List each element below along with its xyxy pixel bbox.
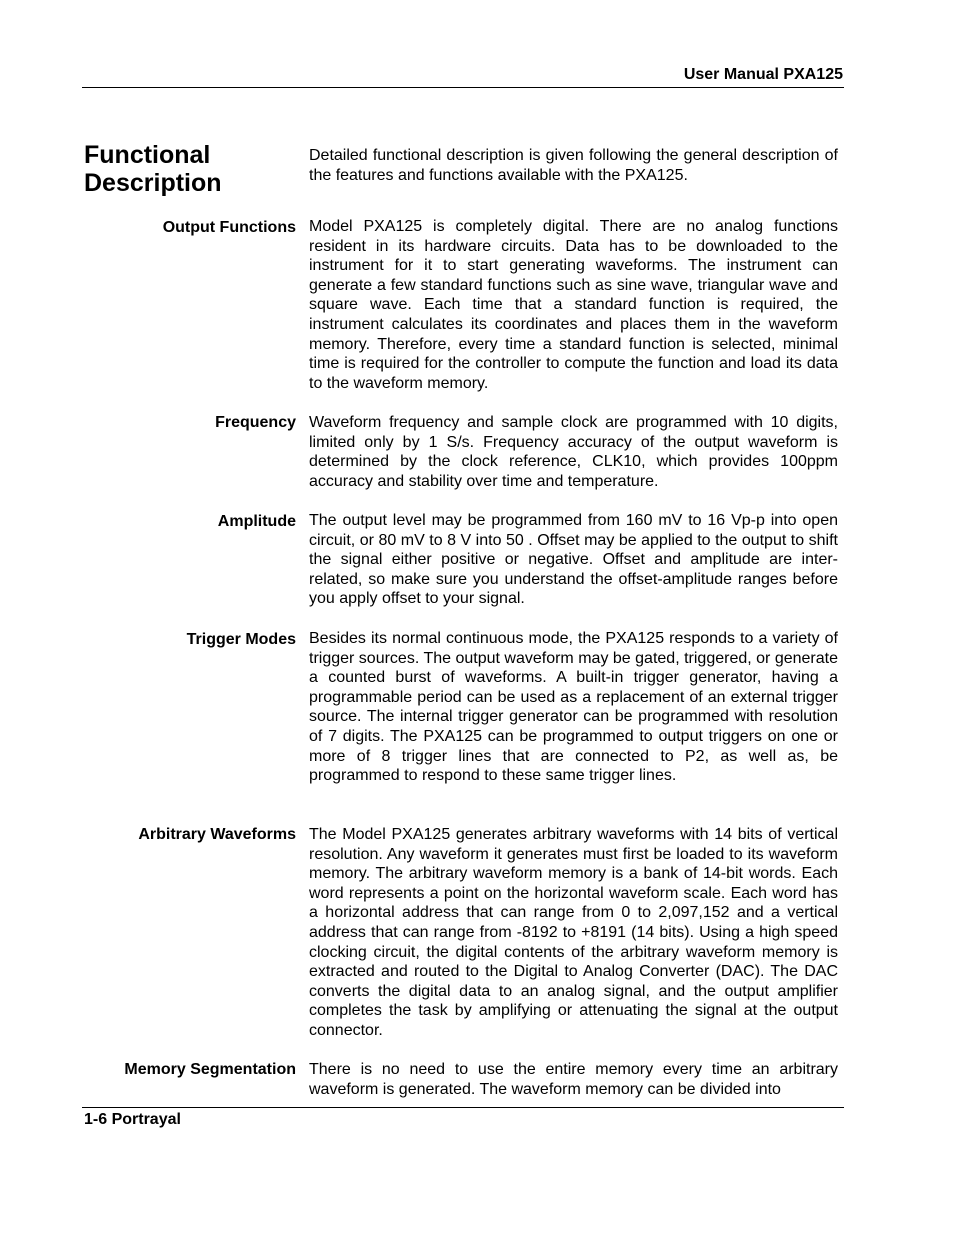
running-header: User Manual PXA125: [683, 66, 843, 83]
section-title-line-2: Description: [84, 169, 222, 197]
subsection-heading-output-functions: Output Functions: [162, 219, 296, 236]
subsection-body-memory-segmentation: There is no need to use the entire memory every time an arbitrary waveform is generated. The waveform memory can be divided into: [309, 1061, 838, 1098]
subsection-body-arbitrary-waveforms: The Model PXA125 generates arbitrary waveforms with 14 bits of vertical resolution. Any waveform it generates must first be loaded to its waveform memory. The arbitrary waveform memory is a bank of 14-bit words. Each word represents a point on the horizontal waveform scale. Each word has a horizontal address that can range from 0 to 2,097,152 and a vertical address that can range from -8192 to +8191 (14 bits). Using a high speed clocking circuit, the digital contents of the arbitrary waveform memory is extracted and routed to the Digital to Analog Converter (DAC). The DAC converts the digital data to an analog signal, and the output amplifier completes the task by amplifying or attenuating the signal at the output connector.: [309, 826, 838, 1039]
section-title-line-1: Functional: [84, 141, 211, 169]
subsection-heading-amplitude: Amplitude: [217, 513, 296, 530]
subsection-heading-arbitrary-waveforms: Arbitrary Waveforms: [138, 826, 296, 843]
section-title: [84, 141, 294, 197]
header-rule: [82, 87, 844, 88]
section-intro: Detailed functional description is given following the general description of the features and functions available with the PXA125.: [309, 147, 838, 184]
subsection-heading-trigger-modes: Trigger Modes: [186, 631, 296, 648]
subsection-body-trigger-modes: Besides its normal continuous mode, the PXA125 responds to a variety of trigger sources. The output waveform may be gated, triggered, or generate a counted burst of waveforms. A built-in trigger generator, having a programmable period can be used as a replacement of an external trigger source. The internal trigger generator can be programmed with resolution of 7 digits. The PXA125 can be programmed to output triggers on one or more of 8 trigger lines that are connected to P2, as well as, be programmed to respond to these same trigger lines.: [309, 630, 838, 785]
subsection-body-amplitude: The output level may be programmed from 160 mV to 16 Vp-p into open circuit, or 80 mV to 8 V into 50 . Offset may be applied to the output to shift the signal either positive or negative. Offset and amplitude are inter-related, so make sure you understand the offset-amplitude ranges before you apply offset to your signal.: [309, 512, 838, 608]
subsection-heading-frequency: Frequency: [215, 414, 296, 431]
page-footer: 1-6 Portrayal: [84, 1111, 181, 1128]
subsection-heading-memory-segmentation: Memory Segmentation: [124, 1061, 296, 1078]
footer-rule: [82, 1107, 844, 1108]
subsection-body-frequency: Waveform frequency and sample clock are programmed with 10 digits, limited only by 1 S/s. Frequency accuracy of the output waveform is determined by the clock reference, CLK10, which provides 100ppm accuracy and stability over time and temperature.: [309, 414, 838, 490]
subsection-body-output-functions: Model PXA125 is completely digital. There are no analog functions resident in its hardware circuits. Data has to be downloaded to the instrument for it to start generating waveforms. The instrument can generate a few standard functions such as sine wave, triangular wave and square wave. Each time that a standard function is required, the instrument calculates its coordinates and places them in the waveform memory. Therefore, every time a standard function is selected, minimal time is required for the controller to compute the function and load its data to the waveform memory.: [309, 218, 838, 392]
